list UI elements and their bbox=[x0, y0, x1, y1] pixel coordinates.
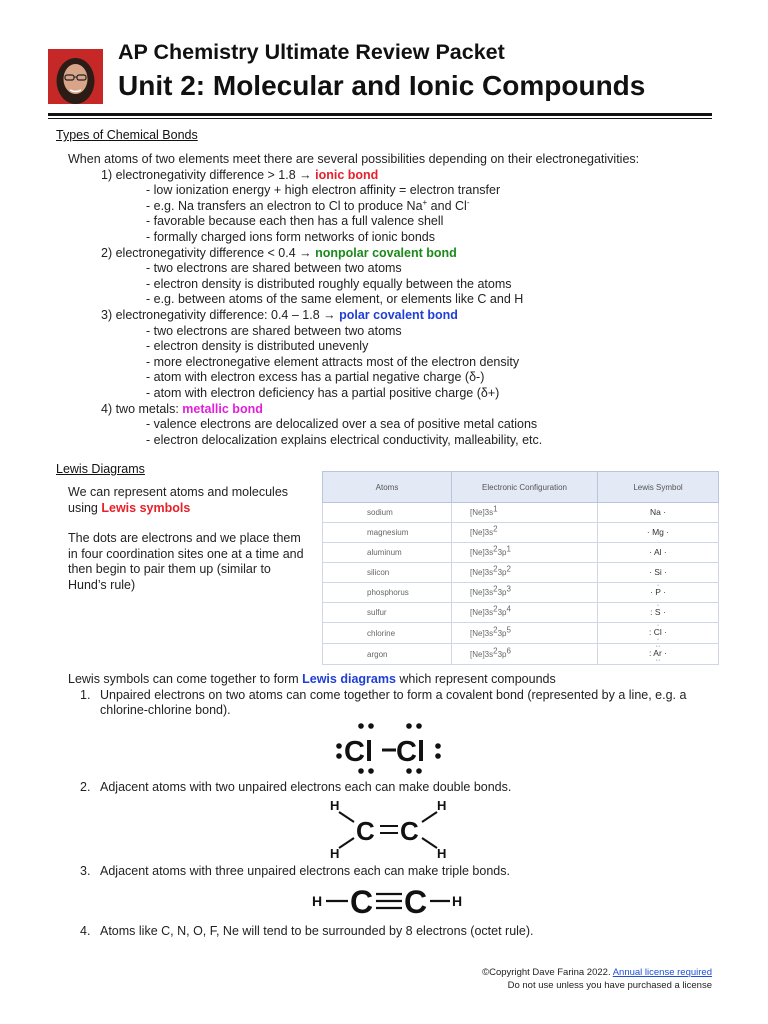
lewis-symbol: Na · bbox=[598, 503, 719, 523]
ionic-label: ionic bond bbox=[315, 167, 379, 182]
ethene-diagram bbox=[325, 796, 453, 862]
electron-config: $[Ne]3s^23p^1$ bbox=[452, 543, 598, 563]
nonpolar-point: - electron density is distributed roughly equally between the atoms bbox=[146, 276, 512, 291]
element-symbol: P bbox=[655, 587, 661, 597]
electron-config: $[Ne]3s^2$ bbox=[452, 523, 598, 543]
element-symbol: Mg bbox=[652, 527, 664, 537]
table-row bbox=[323, 603, 719, 623]
license-notice: Do not use unless you have purchased a license bbox=[507, 980, 712, 991]
lewis-symbol: · : Cl · · bbox=[598, 623, 719, 644]
polar-point: - two electrons are shared between two atoms bbox=[146, 323, 402, 338]
table-body bbox=[323, 503, 719, 665]
c-atom-right: C bbox=[400, 816, 419, 846]
cl-atom-right: Cl bbox=[396, 736, 425, 768]
table-header: Lewis Symbol bbox=[598, 472, 719, 503]
cl-atom-left: Cl bbox=[344, 736, 373, 768]
ionic-point: - favorable because each then has a full valence shell bbox=[146, 214, 444, 229]
table-row bbox=[323, 543, 719, 563]
atom-name: magnesium bbox=[323, 523, 452, 543]
electron-config: $[Ne]3s^23p^5$ bbox=[452, 623, 598, 644]
polar-point: - more electronegative element attracts most of the electron density bbox=[146, 354, 520, 369]
table-header: Electronic Configuration bbox=[452, 472, 598, 503]
atom-name: phosphorus bbox=[323, 583, 452, 603]
ionic-line: 1) electronegativity difference > 1.8 → ionic bond bbox=[101, 167, 379, 182]
h-atom: H bbox=[330, 798, 340, 813]
atom-name: aluminum bbox=[323, 543, 452, 563]
lewis-symbols-label: Lewis symbols bbox=[101, 500, 191, 515]
table-row bbox=[323, 503, 719, 523]
polar-line: 3) electronegativity difference: 0.4 – 1.8 → polar covalent bond bbox=[101, 307, 458, 322]
nonpolar-point: - e.g. between atoms of the same element, or elements like C and H bbox=[146, 292, 524, 307]
element-symbol: Al bbox=[653, 547, 662, 557]
h-atom: H bbox=[452, 893, 463, 909]
ionic-point: - e.g. Na transfers an electron to Cl to produce Na+ and Cl- bbox=[146, 197, 470, 213]
list-item-continued: chlorine-chlorine bond). bbox=[100, 703, 231, 717]
polar-point: - electron density is distributed unevenly bbox=[146, 339, 369, 354]
table-header: Atoms bbox=[323, 472, 452, 503]
atom-name: chlorine bbox=[323, 623, 452, 644]
list-item: 1. Unpaired electrons on two atoms can come together to form a covalent bond (represented by a line, e.g. a bbox=[80, 688, 687, 702]
list-item: 3. Adjacent atoms with three unpaired electrons each can make triple bonds. bbox=[80, 864, 510, 878]
table-row bbox=[323, 563, 719, 583]
atom-name: sodium bbox=[323, 503, 452, 523]
table-row bbox=[323, 644, 719, 665]
packet-title: AP Chemistry Ultimate Review Packet bbox=[118, 40, 505, 64]
lewis-symbol: ·· : Ar · ·· bbox=[598, 644, 719, 665]
element-symbol: Na bbox=[649, 507, 661, 517]
copyright-line: ©Copyright Dave Farina 2022. Annual license required bbox=[482, 967, 712, 978]
nonpolar-label: nonpolar covalent bond bbox=[315, 245, 457, 260]
element-symbol: Ar bbox=[653, 648, 662, 658]
electron-config: $[Ne]3s^23p^3$ bbox=[452, 583, 598, 603]
electron-config: $[Ne]3s^23p^6$ bbox=[452, 644, 598, 665]
lewis-symbol: · : S · bbox=[598, 603, 719, 623]
lewis-symbol: · Si · bbox=[598, 563, 719, 583]
c-atom-right: C bbox=[404, 884, 428, 920]
lewis-symbol: · Al · bbox=[598, 543, 719, 563]
metallic-point: - electron delocalization explains electrical conductivity, malleability, etc. bbox=[146, 432, 543, 447]
h-atom: H bbox=[330, 846, 340, 861]
header-rule-thin bbox=[48, 118, 712, 119]
chlorine-molecule-diagram bbox=[330, 720, 450, 778]
lewis-symbol: · · P · bbox=[598, 583, 719, 603]
bonds-heading: Types of Chemical Bonds bbox=[56, 128, 198, 142]
license-link[interactable]: Annual license required bbox=[612, 967, 712, 978]
table-row bbox=[323, 583, 719, 603]
header-rule-thick bbox=[48, 113, 712, 116]
lewis-compounds-intro: Lewis symbols can come together to form Lewis diagrams which represent compounds bbox=[68, 672, 556, 686]
atom-name: silicon bbox=[323, 563, 452, 583]
h-atom: H bbox=[437, 798, 447, 813]
polar-point: - atom with electron excess has a partial negative charge (δ-) bbox=[146, 370, 485, 385]
lewis-symbol: · Mg · bbox=[598, 523, 719, 543]
ethyne-diagram bbox=[310, 880, 470, 920]
table-row bbox=[323, 523, 719, 543]
electron-config: $[Ne]3s^23p^2$ bbox=[452, 563, 598, 583]
list-item: 2. Adjacent atoms with two unpaired electrons each can make double bonds. bbox=[80, 780, 512, 794]
unit-title: Unit 2: Molecular and Ionic Compounds bbox=[118, 70, 646, 101]
electron-config: $[Ne]3s^1$ bbox=[452, 503, 598, 523]
element-symbol: Cl bbox=[653, 627, 662, 637]
lewis-symbol-table bbox=[322, 471, 719, 665]
atom-name: argon bbox=[323, 644, 452, 665]
atom-name: sulfur bbox=[323, 603, 452, 623]
polar-label: polar covalent bond bbox=[339, 307, 458, 322]
nonpolar-line: 2) electronegativity difference < 0.4 → nonpolar covalent bond bbox=[101, 245, 457, 260]
lewis-heading: Lewis Diagrams bbox=[56, 462, 145, 476]
h-atom: H bbox=[312, 893, 323, 909]
c-atom-left: C bbox=[356, 816, 375, 846]
h-atom: H bbox=[437, 846, 447, 861]
lewis-intro: We can represent atoms and molecules using Lewis symbols The dots are electrons and we place them in four coordination sites one at a time and then begin to pair them up (similar to Hund’s rule) bbox=[68, 485, 304, 592]
metallic-label: metallic bond bbox=[182, 401, 263, 416]
list-item: 4. Atoms like C, N, O, F, Ne will tend to be surrounded by 8 electrons (octet rule). bbox=[80, 924, 534, 938]
author-avatar bbox=[48, 49, 103, 104]
polar-point: - atom with electron deficiency has a partial positive charge (δ+) bbox=[146, 385, 500, 400]
ionic-point: - low ionization energy + high electron affinity = electron transfer bbox=[146, 183, 501, 198]
table-row bbox=[323, 623, 719, 644]
bonds-intro: When atoms of two elements meet there are several possibilities depending on their electronegativities: bbox=[68, 152, 640, 166]
element-symbol: Si bbox=[654, 567, 662, 577]
electron-config: $[Ne]3s^23p^4$ bbox=[452, 603, 598, 623]
metallic-point: - valence electrons are delocalized over a sea of positive metal cations bbox=[146, 417, 538, 432]
lewis-diagrams-label: Lewis diagrams bbox=[302, 672, 396, 686]
element-symbol: S bbox=[654, 607, 661, 617]
metallic-line: 4) two metals: metallic bond bbox=[101, 401, 263, 416]
c-atom-left: C bbox=[350, 884, 374, 920]
bonds-list bbox=[68, 152, 639, 448]
ionic-point: - formally charged ions form networks of ionic bonds bbox=[146, 229, 436, 244]
nonpolar-point: - two electrons are shared between two atoms bbox=[146, 261, 402, 276]
